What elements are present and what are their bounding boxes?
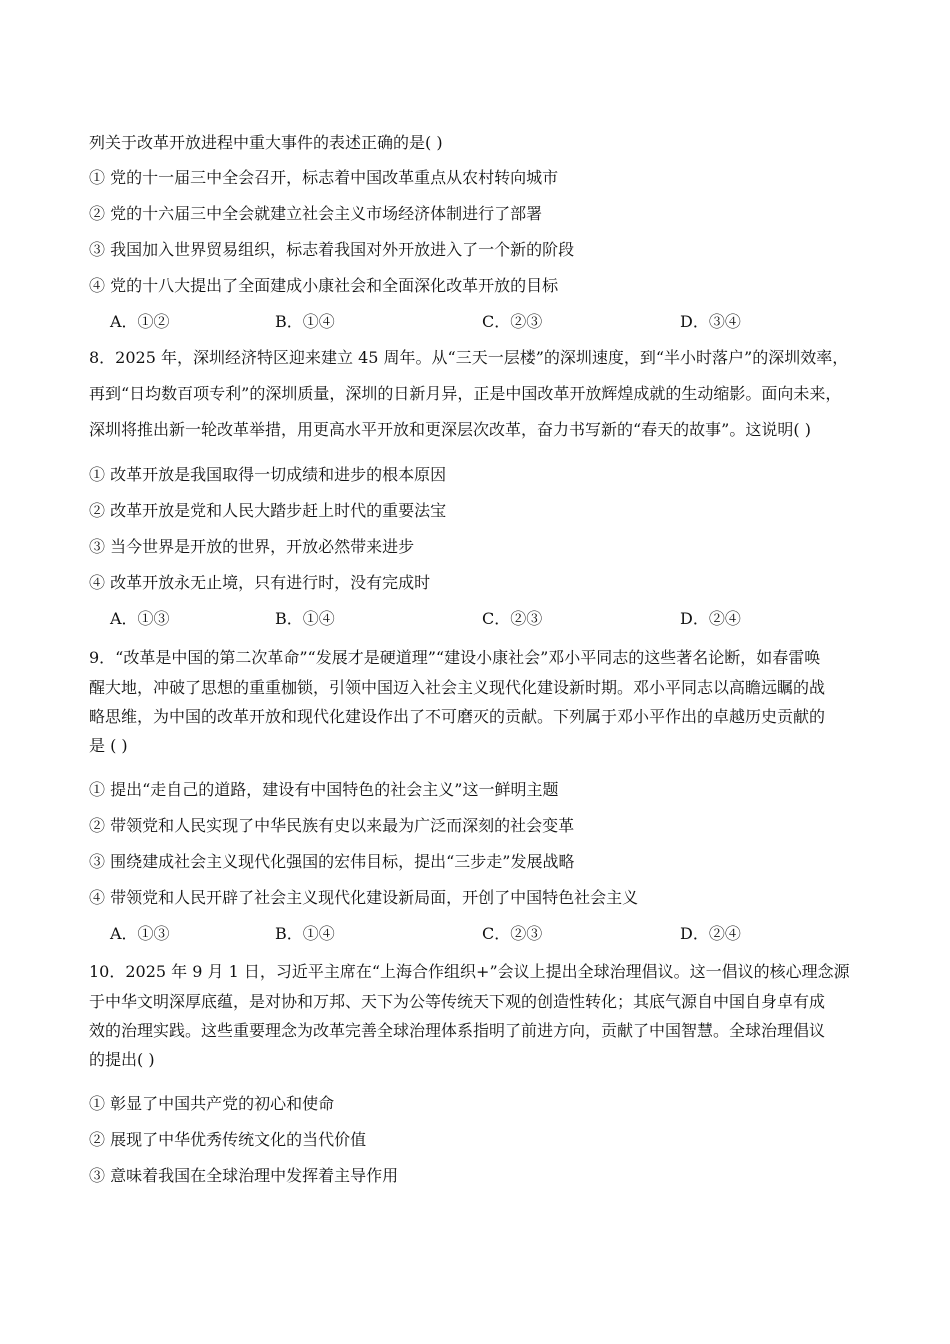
- q8-option-b: B．①④: [275, 609, 335, 628]
- q7-item-2: ② 党的十六届三中全会就建立社会主义市场经济体制进行了部署: [89, 204, 543, 223]
- q10-item-3: ③ 意味着我国在全球治理中发挥着主导作用: [89, 1166, 399, 1185]
- q9-option-d: D．②④: [680, 924, 741, 943]
- q9-option-b: B．①④: [275, 924, 335, 943]
- q8-item-3: ③ 当今世界是开放的世界，开放必然带来进步: [89, 537, 415, 556]
- q7-option-a: A．①②: [110, 312, 170, 331]
- q10-item-2: ② 展现了中华优秀传统文化的当代价值: [89, 1130, 367, 1149]
- q9-option-a: A．①③: [110, 924, 170, 943]
- q9-stem-line-3: 略思维，为中国的改革开放和现代化建设作出了不可磨灭的贡献。下列属于邓小平作出的卓越历史贡献的: [89, 707, 826, 726]
- q8-option-d: D．②④: [680, 609, 741, 628]
- q9-stem-line-4: 是 ( ): [89, 736, 128, 755]
- q8-item-2: ② 改革开放是党和人民大踏步赶上时代的重要法宝: [89, 501, 447, 520]
- q8-item-4: ④ 改革开放永无止境，只有进行时，没有完成时: [89, 573, 431, 592]
- q10-stem-line-1: 10．2025 年 9 月 1 日，习近平主席在“上海合作组织+”会议上提出全球治理倡议。这一倡议的核心理念源: [89, 962, 850, 981]
- q9-stem-line-1: 9．“改革是中国的第二次革命”“发展才是硬道理”“建设小康社会”邓小平同志的这些著名论断，如春雷唤: [89, 648, 821, 667]
- q10-item-1: ① 彰显了中国共产党的初心和使命: [89, 1094, 335, 1113]
- q9-item-4: ④ 带领党和人民开辟了社会主义现代化建设新局面，开创了中国特色社会主义: [89, 888, 639, 907]
- q10-stem-line-3: 效的治理实践。这些重要理念为改革完善全球治理体系指明了前进方向，贡献了中国智慧。全球治理倡议: [89, 1021, 826, 1040]
- q8-stem-line-2: 再到“日均数百项专利”的深圳质量，深圳的日新月异，正是中国改革开放辉煌成就的生动缩影。面向未来，: [89, 384, 842, 403]
- q9-item-3: ③ 围绕建成社会主义现代化强国的宏伟目标，提出“三步走”发展战略: [89, 852, 575, 871]
- q7-item-3: ③ 我国加入世界贸易组织，标志着我国对外开放进入了一个新的阶段: [89, 240, 575, 259]
- q9-item-1: ① 提出“走自己的道路，建设有中国特色的社会主义”这一鲜明主题: [89, 780, 559, 799]
- q9-stem-line-2: 醒大地，冲破了思想的重重枷锁，引领中国迈入社会主义现代化建设新时期。邓小平同志以高瞻远瞩的战: [89, 678, 826, 697]
- q8-stem-line-1: 8．2025 年，深圳经济特区迎来建立 45 周年。从“三天一层楼”的深圳速度，到“半小时落户”的深圳效率，: [89, 348, 849, 367]
- q10-stem-line-2: 于中华文明深厚底蕴，是对协和万邦、天下为公等传统天下观的创造性转化；其底气源自中国自身卓有成: [89, 992, 826, 1011]
- q8-option-c: C．②③: [482, 609, 543, 628]
- q9-option-c: C．②③: [482, 924, 543, 943]
- q7-stem: 列关于改革开放进程中重大事件的表述正确的是( ): [89, 133, 443, 152]
- q7-option-b: B．①④: [275, 312, 335, 331]
- q7-option-d: D．③④: [680, 312, 741, 331]
- q7-option-c: C．②③: [482, 312, 543, 331]
- q8-stem-line-3: 深圳将推出新一轮改革举措，用更高水平开放和更深层次改革，奋力书写新的“春天的故事”。这说明( ): [89, 420, 811, 439]
- q8-option-a: A．①③: [110, 609, 170, 628]
- q8-item-1: ① 改革开放是我国取得一切成绩和进步的根本原因: [89, 465, 447, 484]
- q7-item-1: ① 党的十一届三中全会召开，标志着中国改革重点从农村转向城市: [89, 168, 559, 187]
- q10-stem-line-4: 的提出( ): [89, 1050, 155, 1069]
- q9-item-2: ② 带领党和人民实现了中华民族有史以来最为广泛而深刻的社会变革: [89, 816, 575, 835]
- q7-item-4: ④ 党的十八大提出了全面建成小康社会和全面深化改革开放的目标: [89, 276, 559, 295]
